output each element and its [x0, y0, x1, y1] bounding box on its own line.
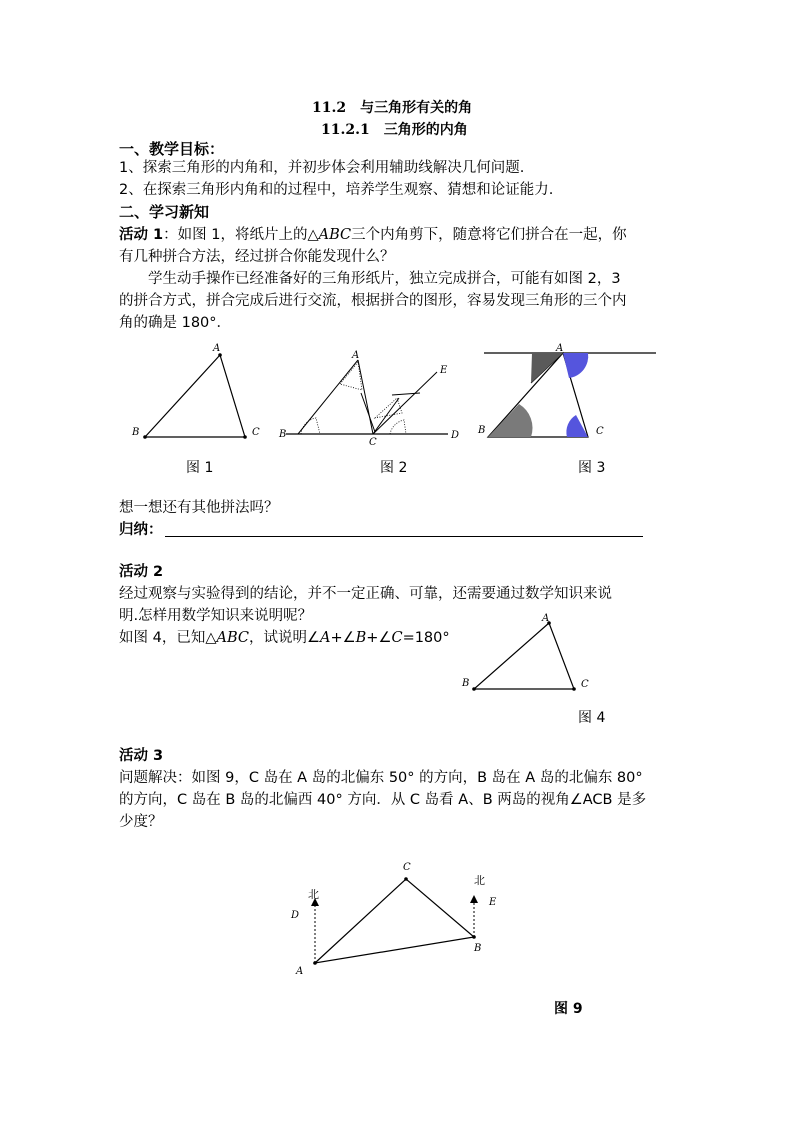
fig2-label-c: C: [369, 437, 377, 448]
goals-heading: 一、教学目标：: [119, 140, 225, 158]
activity3-line1: 问题解决：如图 9，C 岛在 A 岛的北偏东 50° 的方向，B 岛在 A 岛的北偏东 80°: [119, 770, 643, 786]
activity2-line1: 经过观察与实验得到的结论，并不一定正确、可靠，还需要通过数学知识来说: [119, 586, 612, 602]
fig4-label-b: B: [462, 678, 470, 689]
fig9-label-b: B: [474, 943, 482, 954]
new-knowledge-heading: 二、学习新知: [119, 203, 210, 221]
figure-2-paper-pieces: [278, 350, 459, 448]
fig1-label-c: C: [252, 427, 260, 438]
figure-1-triangle: [131, 343, 260, 439]
section-title: 11.2 与三角形有关的角: [312, 100, 473, 116]
think-question: 想一想还有其他拼法吗？: [119, 500, 279, 516]
summary-blank-line[interactable]: [165, 536, 643, 537]
fig2-label-a: A: [352, 350, 360, 361]
goal-item-1: 1、探索三角形的内角和，并初步体会利用辅助线解决几何问题.: [119, 160, 525, 176]
goal-item-2: 2、在探索三角形内角和的过程中，培养学生观察、猜想和论证能力.: [119, 182, 554, 198]
fig9-north-left: 北: [308, 888, 319, 901]
activity2-line3: 如图 4，已知△ABC，试说明∠A+∠B+∠C=180°: [119, 630, 450, 646]
fig9-label-e: E: [489, 897, 497, 908]
fig4-label-c: C: [581, 679, 589, 690]
summary-label: 归纳：: [119, 522, 163, 538]
activity2-line2: 明.怎样用数学知识来说明呢？: [119, 608, 313, 624]
activity3-line3: 少度？: [119, 814, 163, 830]
fig1-label-a: A: [213, 343, 221, 354]
fig2-label-d: D: [451, 430, 460, 441]
fig9-label-d: D: [291, 910, 300, 921]
figure-4-triangle: [440, 600, 620, 700]
fig2-label-e: E: [440, 365, 448, 376]
activity1-label: 活动 1: [119, 227, 164, 243]
activity1-line4: 的拼合方式，拼合完成后进行交流，根据拼合的图形，容易发现三角形的三个内: [119, 293, 627, 309]
fig3-label-a: A: [556, 343, 564, 354]
activity2-label: 活动 2: [119, 564, 164, 580]
fig2-label-b: B: [279, 429, 287, 440]
activity1-line3: 学生动手操作已经准备好的三角形纸片，独立完成拼合，可能有如图 2，3: [148, 271, 621, 287]
fig9-north-right: 北: [474, 874, 485, 887]
subsection-title: 11.2.1 三角形的内角: [321, 122, 468, 138]
fig3-label-b: B: [478, 425, 486, 436]
fig3-caption: 图 3: [578, 460, 606, 476]
fig4-label-a: A: [542, 613, 550, 624]
activity1-line5: 角的确是 180°．: [119, 315, 232, 331]
fig1-label-b: B: [132, 427, 140, 438]
fig3-label-c: C: [596, 426, 604, 437]
figure-3-angle-arrangement: [477, 343, 656, 437]
fig2-caption: 图 2: [380, 460, 408, 476]
activity1-line2: 有几种拼合方法，经过拼合你能发现什么？: [119, 249, 395, 265]
activity1-line1: 活动 1：如图 1，将纸片上的△ABC三个内角剪下，随意将它们拼合在一起，你: [119, 227, 627, 243]
activity3-line2: 的方向，C 岛在 B 岛的北偏西 40° 方向．从 C 岛看 A、B 两岛的视角∠ACB 是多: [119, 792, 647, 808]
fig9-label-c: C: [403, 862, 411, 873]
fig4-caption: 图 4: [578, 710, 606, 726]
figure-9-islands: [270, 850, 530, 980]
fig9-label-a: A: [296, 966, 304, 977]
activity3-label: 活动 3: [119, 748, 164, 764]
fig9-caption: 图 9: [554, 1001, 583, 1017]
fig1-caption: 图 1: [186, 460, 214, 476]
